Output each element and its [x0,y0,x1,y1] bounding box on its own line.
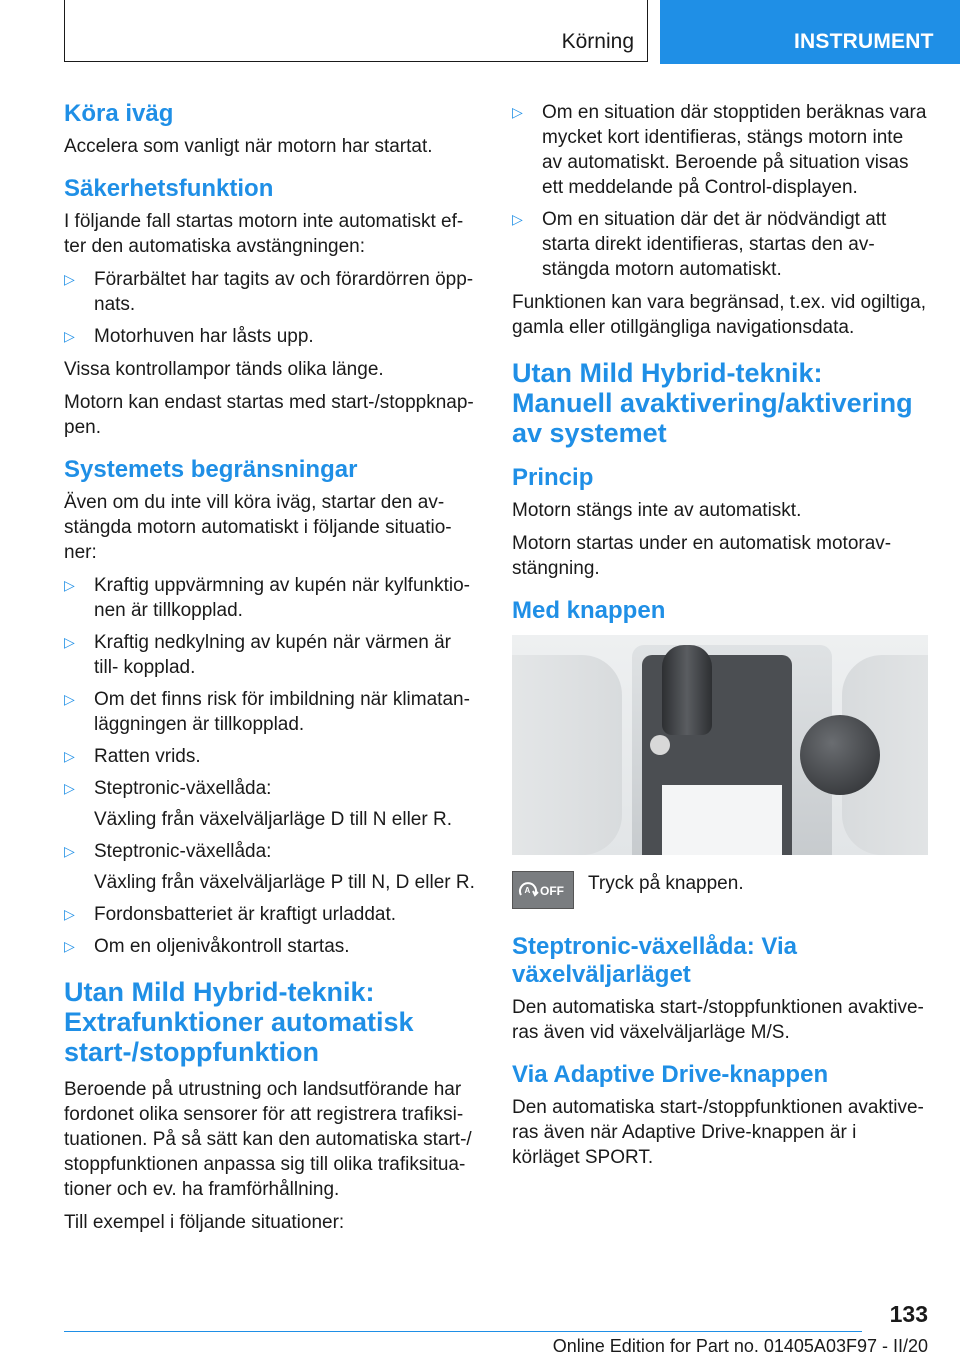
paragraph-kora: Accelera som vanligt när motorn har startat. [64,136,433,157]
paragraph-vaxelvaljarlaget: Den automatiska start-/stoppfunktionen avaktive- ras även vid växelväljarläge M/S. [512,997,924,1043]
heading-kora-ivag: Köra iväg [64,100,174,127]
auto-start-stop-off-icon [512,871,574,909]
paragraph-adaptive-drive: Den automatiska start-/stoppfunktionen avaktive- ras även när Adaptive Drive-knappen är i körläget SPORT. [512,1097,924,1168]
instruction-text: Tryck på knappen. [588,873,744,894]
triangle-bullet-icon: ▷ [512,211,523,227]
list-item: ▷ Motorhuven har låsts upp. [64,326,314,347]
heading-via-vaxelvaljarlaget: Steptronic-växellåda: Via växelväljarläget [512,933,797,988]
center-console-image [512,635,928,855]
footer-divider [64,1331,862,1332]
heading-sakerhetsfunktion: Säkerhetsfunktion [64,175,274,202]
button-instruction [512,871,928,915]
start-stop-button-shape [650,735,670,755]
triangle-bullet-icon: ▷ [64,691,75,707]
paragraph-princip-1: Motorn stängs inte av automatiskt. [512,500,802,521]
triangle-bullet-icon: ▷ [64,938,75,954]
triangle-bullet-icon: ▷ [64,271,75,287]
heading-manuell-avaktivering: Utan Mild Hybrid-teknik: Manuell avaktivering/aktivering av systemet [512,358,913,448]
paragraph-start-stopp: Motorn kan endast startas med start-/stoppknap- pen. [64,392,474,438]
page-number: 133 [889,1301,928,1327]
header-section-title: Körning [561,30,634,53]
paragraph-sakerhet: I följande fall startas motorn inte automatiskt ef- ter den automatiska avstängningen: [64,211,464,257]
list-item: ▷ Om en situation där stopptiden beräknas vara mycket kort identifieras, stängs motorn inte av automatiskt. Beroende på situation visas ett meddelande på Control-displayen. [512,102,927,198]
list-item: ▷ Kraftig nedkylning av kupén när värmen är till- kopplad. [64,632,451,678]
right-column [512,100,928,1178]
list-item: ▷ Om en situation där det är nödvändigt att starta direkt identifieras, startas den av- stängda motorn automatiskt. [512,209,887,280]
list-item: ▷ Om en oljenivåkontroll startas. [64,936,350,957]
triangle-bullet-icon: ▷ [64,748,75,764]
paragraph-funktionen: Funktionen kan vara begränsad, t.ex. vid ogiltiga, gamla eller otillgängliga navigationsdata. [512,292,927,338]
paragraph-sensorer: Beroende på utrustning och landsutförande har fordonet olika sensorer för att registrera trafiksi- tuationen. På så sätt kan den automatiska start-/ stoppfunktionen anpassa sig till olika trafiksitua- tioner och ev. ha framförhållning. [64,1079,472,1200]
svg-text:A: A [524,886,531,895]
list-item: ▷ Ratten vrids. [64,746,201,767]
list-item: ▷ Om det finns risk för imbildning när klimatan- läggningen är tillkopplad. [64,689,470,735]
left-column [64,100,480,1243]
heading-extrafunktioner: Utan Mild Hybrid-teknik: Extrafunktioner automatisk start-/stoppfunktion [64,977,414,1067]
heading-adaptive-drive: Via Adaptive Drive-knappen [512,1061,829,1088]
gear-selector-shape [662,645,712,735]
triangle-bullet-icon: ▷ [512,104,523,120]
heading-med-knappen: Med knappen [512,597,666,624]
seat-left-shape [512,655,622,855]
triangle-bullet-icon: ▷ [64,577,75,593]
header-frame [64,0,648,62]
heading-princip: Princip [512,464,594,491]
list-item: ▷ Kraftig uppvärmning av kupén när kylfunktio- nen är tillkopplad. [64,575,470,621]
idrive-controller-shape [800,715,880,795]
storage-tray-shape [662,785,782,855]
list-begransningar [64,573,480,959]
list-situationer [512,100,928,282]
paragraph-princip-2: Motorn startas under en automatisk motorav- stängning. [512,533,892,579]
list-item: ▷ Steptronic-växellåda: Växling från växelväljarläge P till N, D eller R. [64,841,475,893]
page-header [0,0,960,64]
paragraph-kontrollampor: Vissa kontrollampor tänds olika länge. [64,359,384,380]
triangle-bullet-icon: ▷ [64,906,75,922]
footer-edition: Online Edition for Part no. 01405A03F97 - II/20 [552,1336,928,1356]
triangle-bullet-icon: ▷ [64,843,75,859]
paragraph-till-exempel: Till exempel i följande situationer: [64,1212,345,1233]
triangle-bullet-icon: ▷ [64,634,75,650]
auto-start-stop-off-icon [515,877,571,903]
triangle-bullet-icon: ▷ [64,328,75,344]
list-item: ▷ Steptronic-växellåda: Växling från växelväljarläge D till N eller R. [64,778,452,830]
list-item: ▷ Fordonsbatteriet är kraftigt urladdat. [64,904,397,925]
list-sakerhet [64,267,480,349]
triangle-bullet-icon: ▷ [64,780,75,796]
svg-text:OFF: OFF [540,884,564,898]
paragraph-begransningar: Även om du inte vill köra iväg, startar den av- stängda motorn automatiskt i följande situatio- ner: [64,492,452,563]
header-chapter-tab: INSTRUMENT [660,0,960,64]
list-item: ▷ Förarbältet har tagits av och förardörren öpp- nats. [64,269,474,315]
heading-systemets-begransningar: Systemets begränsningar [64,456,358,483]
